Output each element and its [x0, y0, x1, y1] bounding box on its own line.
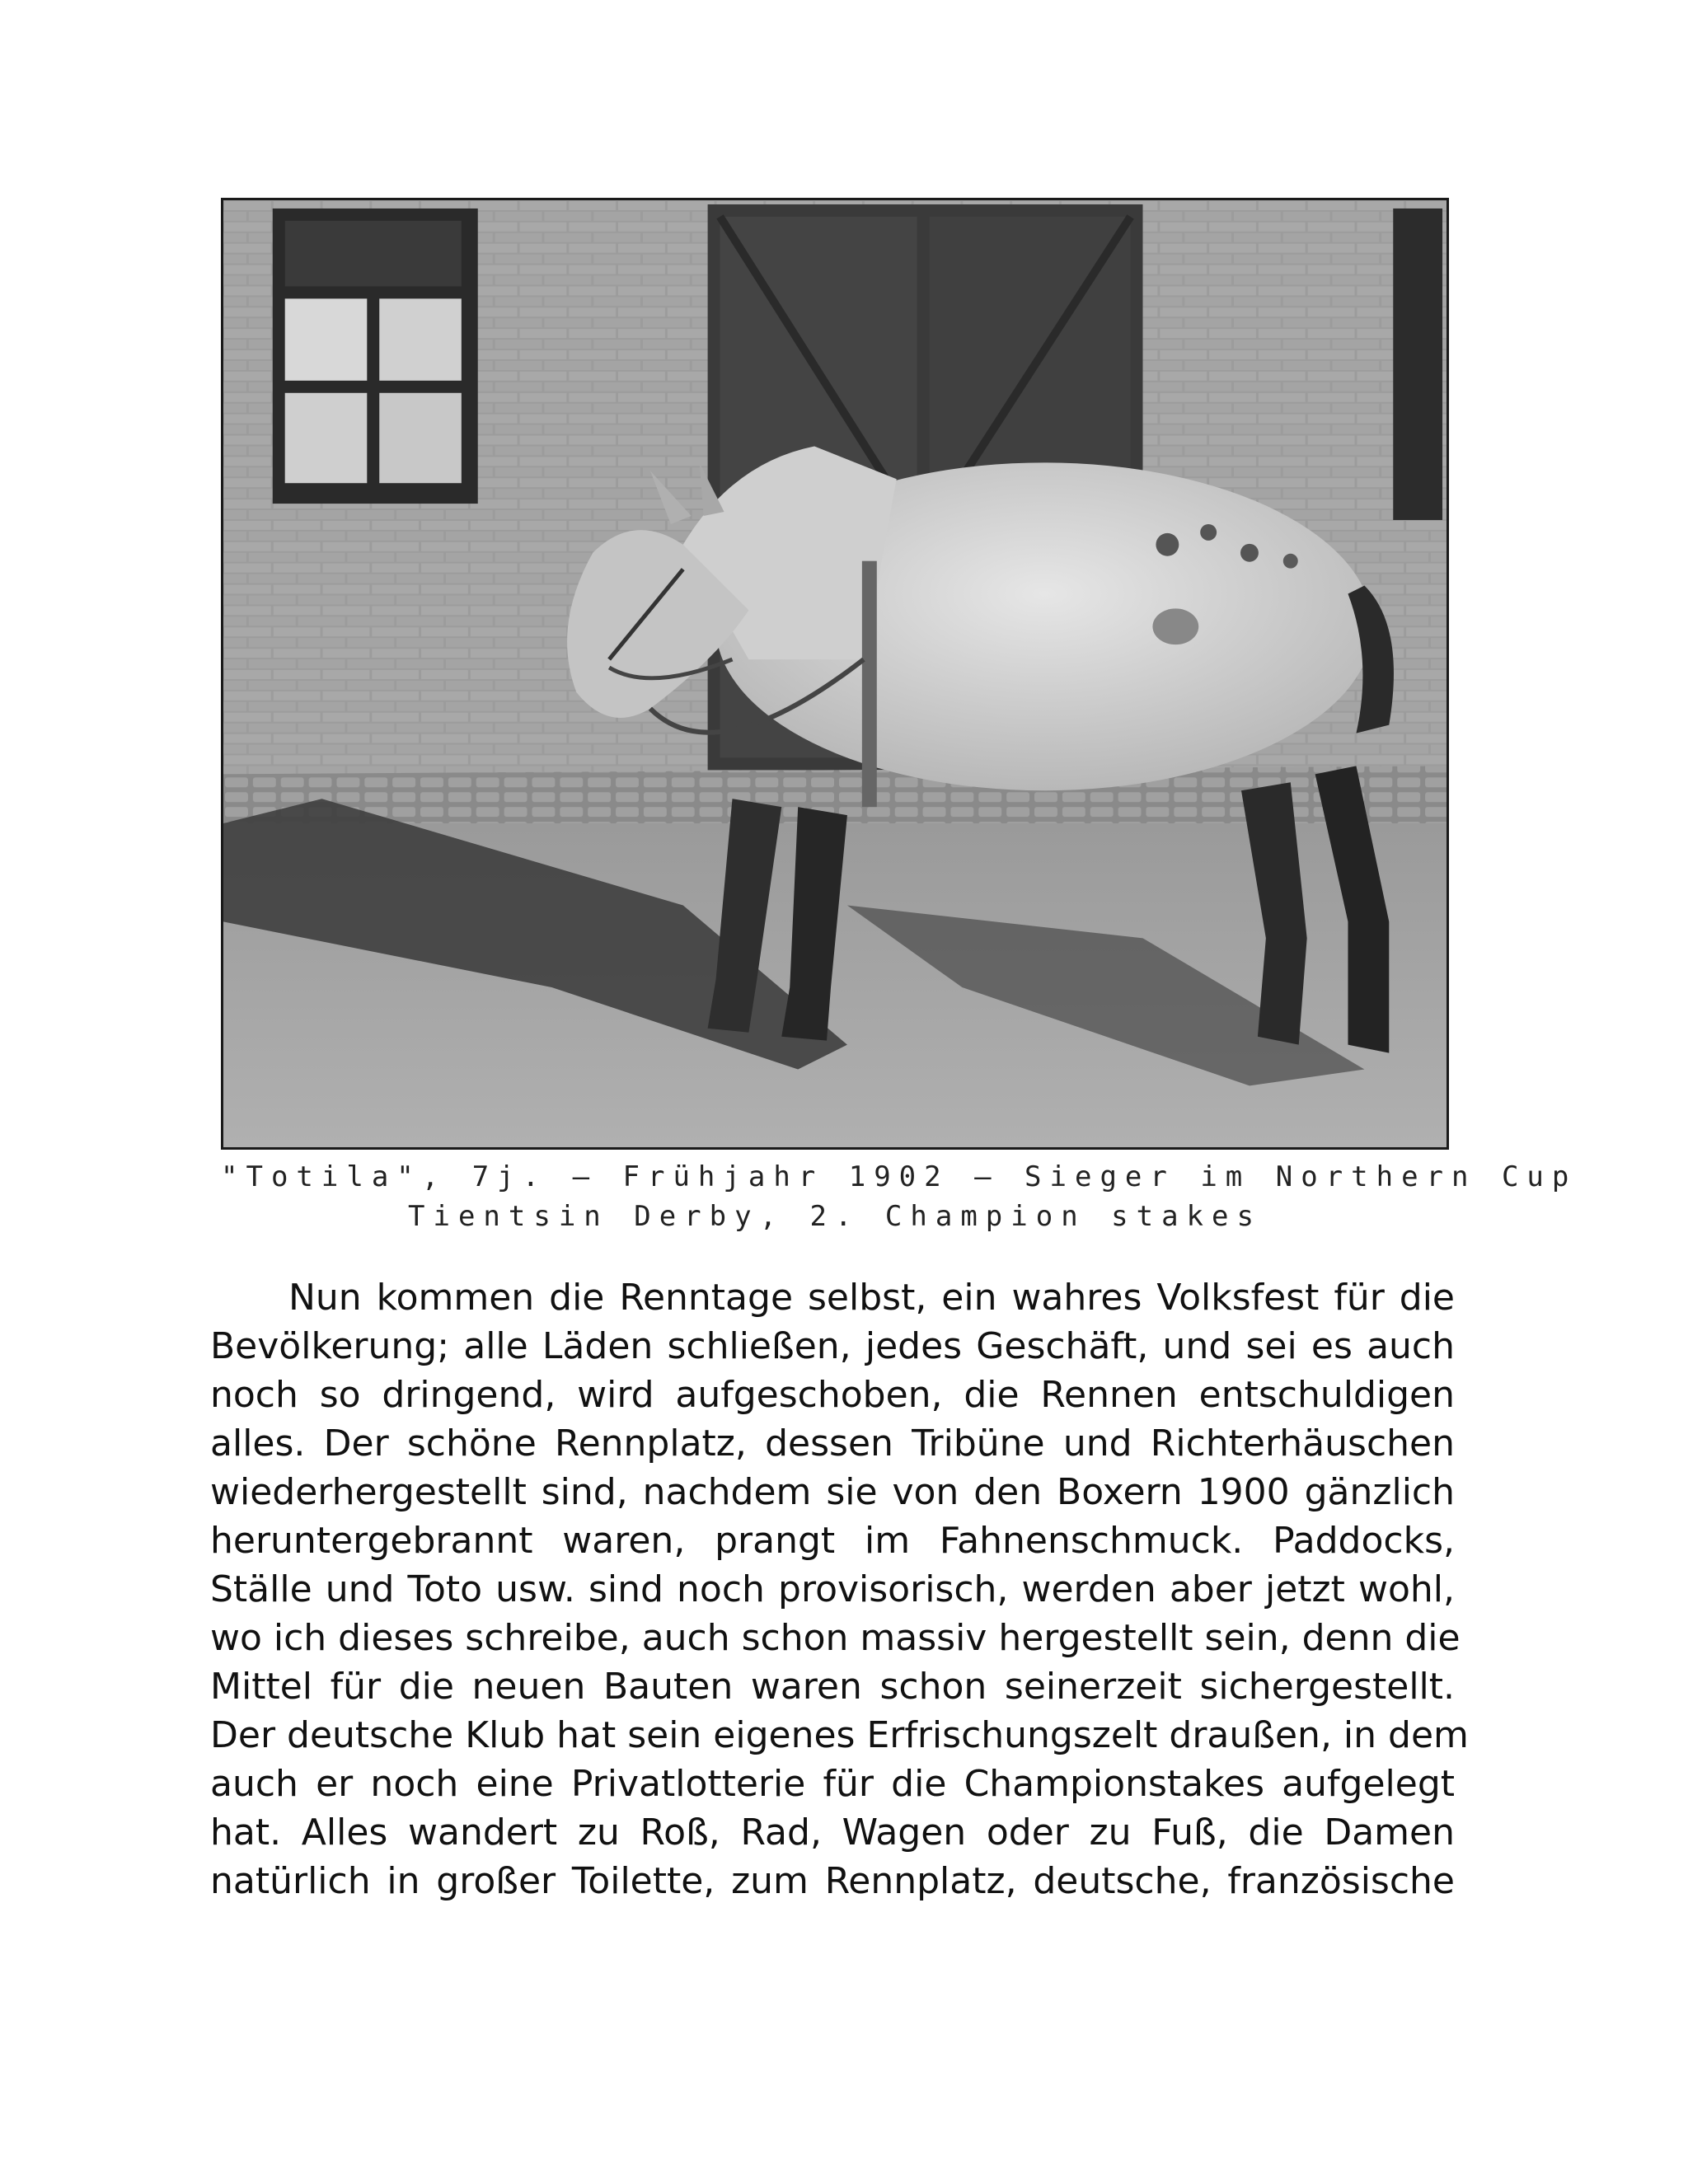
paragraph-line: wo ich dieses schreibe, auch schon massiv hergestellt sein, denn die — [210, 1617, 1461, 1659]
paragraph-line: Bevölkerung; alle Läden schließen, jedes Geschäft, und sei es auch — [210, 1325, 1455, 1367]
paragraph-line: natürlich in großer Toilette, zum Rennplatz, deutsche, französische — [210, 1860, 1455, 1902]
paragraph-line: Ställe und Toto usw. sind noch provisorisch, werden aber jetzt wohl, — [210, 1568, 1455, 1610]
paragraph-line: wiederhergestellt sind, nachdem sie von den Boxern 1900 gänzlich — [210, 1471, 1455, 1513]
paragraph-line: Nun kommen die Renntage selbst, ein wahres Volksfest für die — [288, 1277, 1455, 1319]
paragraph-line: hat. Alles wandert zu Roß, Rad, Wagen oder zu Fuß, die Damen — [210, 1811, 1455, 1854]
paragraph-line: Mittel für die neuen Bauten waren schon seinerzeit sichergestellt. — [210, 1666, 1455, 1708]
photo-caption-line-2: Tientsin Derby, 2. Champion stakes — [408, 1200, 1262, 1233]
paragraph-line: alles. Der schöne Rennplatz, dessen Tribüne und Richterhäuschen — [210, 1422, 1455, 1465]
photo-caption-line-1: "Totila", 7j. — Frühjahr 1902 — Sieger im Northern Cup — [221, 1160, 1578, 1193]
paragraph-line: heruntergebrannt waren, prangt im Fahnenschmuck. Paddocks, — [210, 1520, 1455, 1562]
horse-photograph — [221, 198, 1449, 1150]
paragraph-line: noch so dringend, wird aufgeschoben, die Rennen entschuldigen — [210, 1374, 1455, 1416]
paragraph-line: Der deutsche Klub hat sein eigenes Erfrischungszelt draußen, in dem — [210, 1714, 1469, 1756]
paragraph-line: auch er noch eine Privatlotterie für die Championstakes aufgelegt — [210, 1763, 1455, 1805]
body-paragraph — [210, 1273, 1469, 1905]
horse-photo-illustration — [223, 200, 1447, 1147]
